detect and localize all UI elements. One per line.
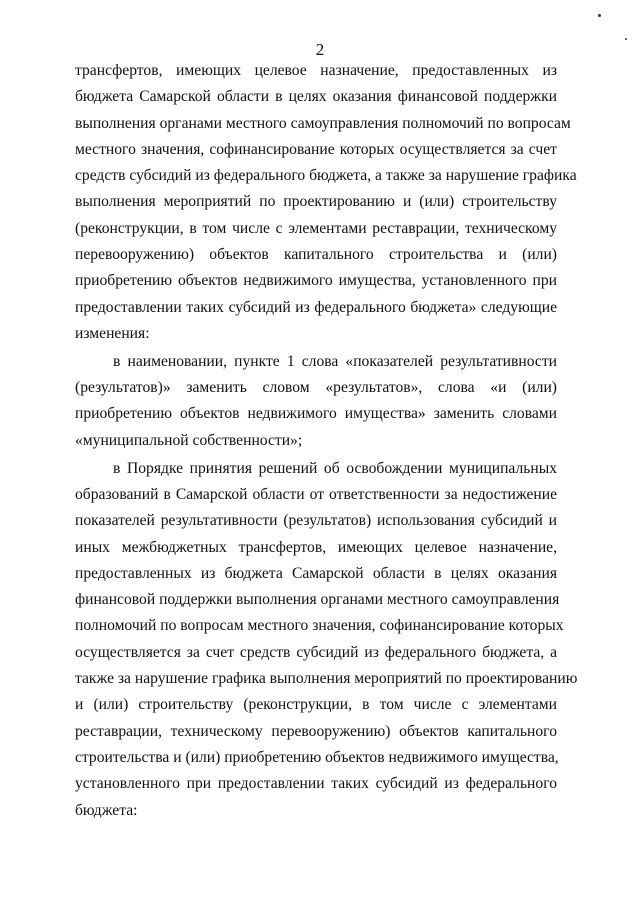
text-line: средств субсидий из федерального бюджета, а также за нарушение графика	[75, 167, 577, 185]
text-line: «муниципальной собственности»;	[75, 431, 303, 449]
text-line: строительства и (или) приобретению объектов недвижимого имущества,	[75, 748, 559, 766]
text-line: приобретению объектов недвижимого имущества» заменить словами	[75, 405, 557, 423]
text-line: местного значения, софинансирование которых осуществляется за счет	[75, 140, 557, 158]
text-line: приобретению объектов недвижимого имущества, установленного при	[75, 272, 557, 290]
text-line: установленного при предоставлении таких субсидий из федерального	[75, 775, 557, 793]
text-line: иных межбюджетных трансфертов, имеющих целевое назначение,	[75, 538, 557, 556]
text-line: в наименовании, пункте 1 слова «показателей результативности	[113, 352, 557, 370]
text-line: бюджета:	[75, 801, 138, 819]
text-line: финансовой поддержки выполнения органами местного самоуправления	[75, 591, 560, 609]
text-line: изменения:	[75, 324, 150, 342]
text-line: осуществляется за счет средств субсидий из федерального бюджета, а	[75, 643, 557, 661]
paragraph	[75, 456, 578, 824]
paragraph	[75, 349, 557, 454]
text-line: (реконструкции, в том числе с элементами реставрации, техническому	[75, 219, 557, 237]
page-number: 2	[315, 40, 325, 59]
text-line: предоставлении таких субсидий из федерального бюджета» следующие	[75, 298, 557, 316]
text-line: выполнения мероприятий по проектированию и (или) строительству	[75, 193, 557, 211]
text-line: также за нарушение графика выполнения мероприятий по проектированию	[75, 670, 578, 688]
text-line: предоставленных из бюджета Самарской области в целях оказания	[75, 564, 557, 582]
text-line: (результатов)» заменить словом «результатов», слова «и (или)	[75, 379, 557, 397]
paragraph	[75, 58, 577, 347]
scan-speck	[598, 14, 601, 17]
text-line: перевооружению) объектов капитального строительства и (или)	[75, 246, 557, 264]
text-line: показателей результативности (результатов) использования субсидий и	[75, 512, 557, 530]
text-line: полномочий по вопросам местного значения, софинансирование которых	[75, 617, 564, 635]
text-line: в Порядке принятия решений об освобождении муниципальных	[113, 459, 557, 477]
text-line: трансфертов, имеющих целевое назначение, предоставленных из	[75, 62, 557, 79]
text-line: и (или) строительству (реконструкции, в том числе с элементами	[75, 696, 557, 714]
document-body	[75, 58, 578, 824]
text-line: реставрации, техническому перевооружению) объектов капитального	[75, 722, 557, 740]
text-line: образований в Самарской области от ответственности за недостижение	[75, 485, 557, 503]
text-line: бюджета Самарской области в целях оказания финансовой поддержки	[75, 88, 557, 106]
text-line: выполнения органами местного самоуправления полномочий по вопросам	[75, 114, 571, 132]
